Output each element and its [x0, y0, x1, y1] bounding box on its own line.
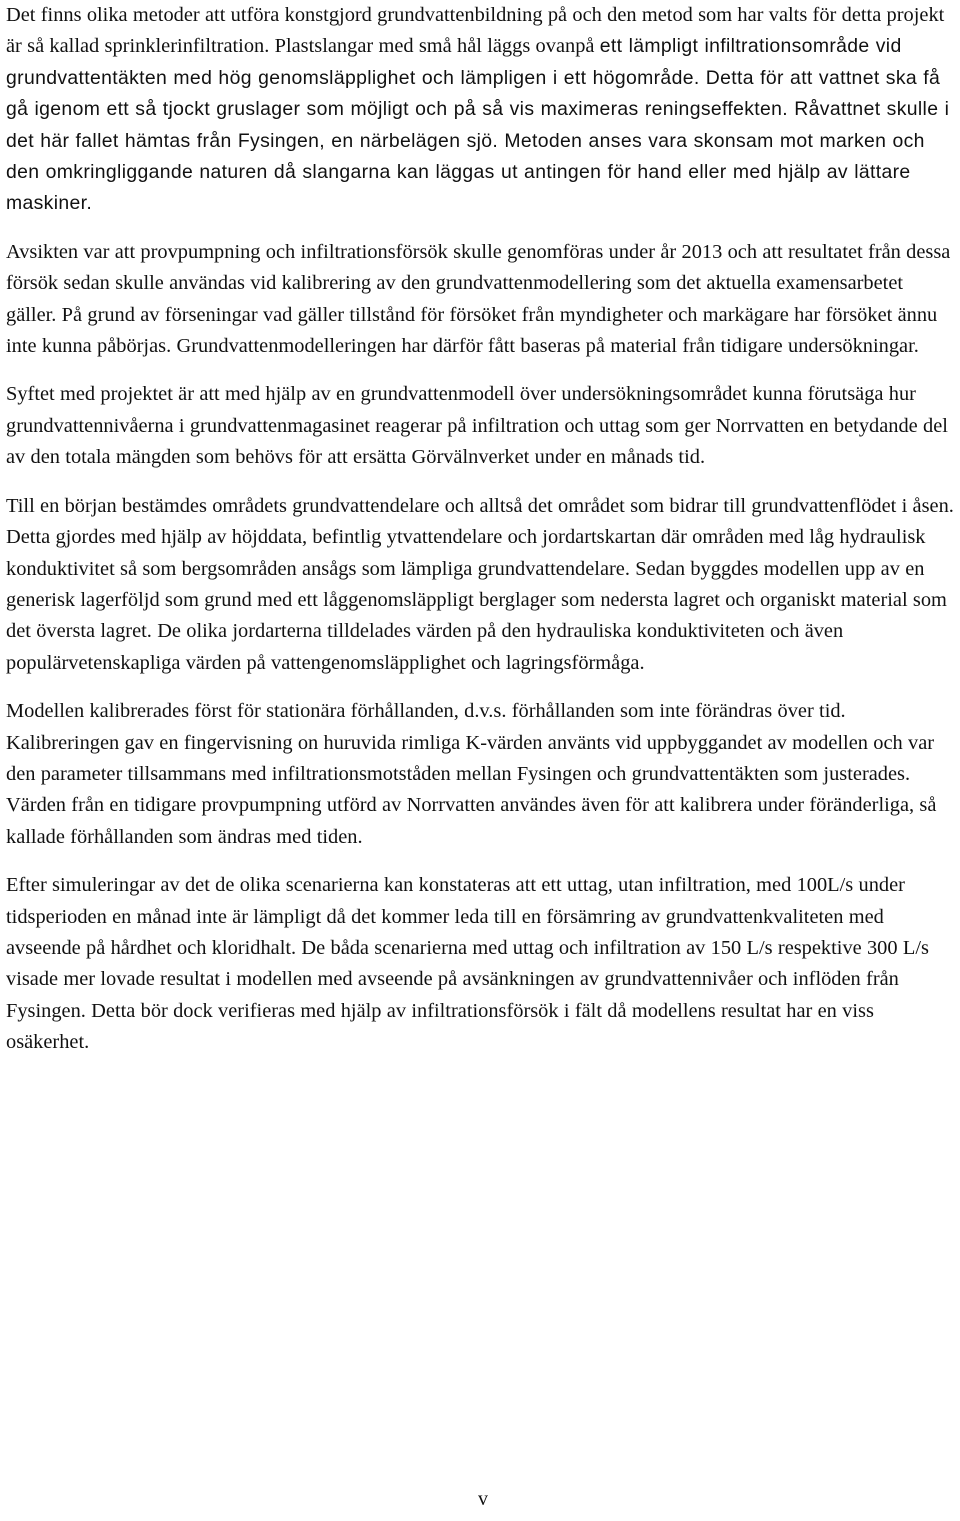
document-body: [6, 0, 956, 1076]
paragraph-project-aim: Syftet med projektet är att med hjälp av en grundvattenmodell över undersökningsområdet kunna förutsäga hur grundvattennivåerna i grundvattenmagasinet reagerar på infiltration och uttag som ger Norrvatten en betydande del av den totala mängden som behövs för att ersätta Görvälnverket under en månads tid.: [6, 383, 948, 469]
paragraph-purpose-trial: Avsikten var att provpumpning och infiltrationsförsök skulle genomföras under år 2013 och att resultatet från dessa försök sedan skulle användas vid kalibrering av den grundvattenmodellering som det aktuella examensarbetet gäller. På grund av förseningar vad gäller tillstånd för försöket från myndigheter och markägare har försöket ännu inte kunna påbörjas. Grundvattenmodelleringen har därför fått baseras på material från tidigare undersökningar.: [6, 240, 951, 358]
page-number: v: [478, 1488, 488, 1510]
paragraph-results: Efter simuleringar av det de olika scenarierna kan konstateras att ett uttag, utan infiltration, med 100L/s under tidsperioden en månad inte är lämpligt då det kommer leda till en försämring av grundvattenkvaliteten med avseende på hårdhet och kloridhalt. De båda scenarierna med uttag och infiltration av 150 L/s respektive 300 L/s visade mer lovade resultat i modellen med avseende på avsänkningen av grundvattennivåer och inflöden från Fysingen. Detta bör dock verifieras med hjälp av infiltrationsförsök i fält då modellens resultat har en viss osäkerhet.: [6, 874, 929, 1054]
paragraph-model-build: Till en början bestämdes områdets grundvattendelare och alltså det området som bidrar till grundvattenflödet i åsen. Detta gjordes med hjälp av höjddata, befintlig ytvattendelare och jordartskartan där områden med låg hydraulisk konduktivitet så som bergsområden ansågs som lämpliga grundvattendelare. Sedan byggdes modellen upp av en generisk lagerföljd som grund med ett låggenomsläppligt berglager som nedersta lagret och organiskt material som det översta lagret. De olika jordarterna tilldelades värden på den hydrauliska konduktiviteten och även populärvetenskapliga värden på vattengenomsläpplighet och lagringsförmåga.: [6, 494, 954, 674]
page-footer: [0, 1487, 960, 1511]
paragraph-method-serif-part: Det finns olika metoder att utföra konstgjord grundvattenbildning på och den metod som har valts för detta projekt är så kallad sprinklerinfiltration. Plastslangar med små hål läggs ovanpå: [6, 4, 945, 58]
paragraph-method-sans-part: ett lämpligt infiltrationsområde vid grundvattentäkten med hög genomsläpplighet och lämpligen i ett högområde. Detta för att vattnet ska få gå igenom ett så tjockt gruslager som möjligt och på så vis maximeras reningseffekten. Råvattnet skulle i det här fallet hämtas från Fysingen, en närbelägen sjö. Metoden anses vara skonsam mot marken och den omkringliggande naturen då slangarna kan läggas ut antingen för hand eller med hjälp av lättare maskiner.: [6, 35, 950, 215]
paragraph-method: [6, 0, 956, 220]
paragraph-calibration: Modellen kalibrerades först för stationära förhållanden, d.v.s. förhållanden som inte förändras över tid. Kalibreringen gav en fingervisning on huruvida rimliga K-värden använts vid uppbyggandet av modellen och var den parameter tillsammans med infiltrationsmotståden mellan Fysingen och grundvattentäkten som justerades. Värden från en tidigare provpumpning utförd av Norrvatten användes även för att kalibrera under föränderliga, så kallade förhållanden som ändras med tiden.: [6, 700, 937, 848]
